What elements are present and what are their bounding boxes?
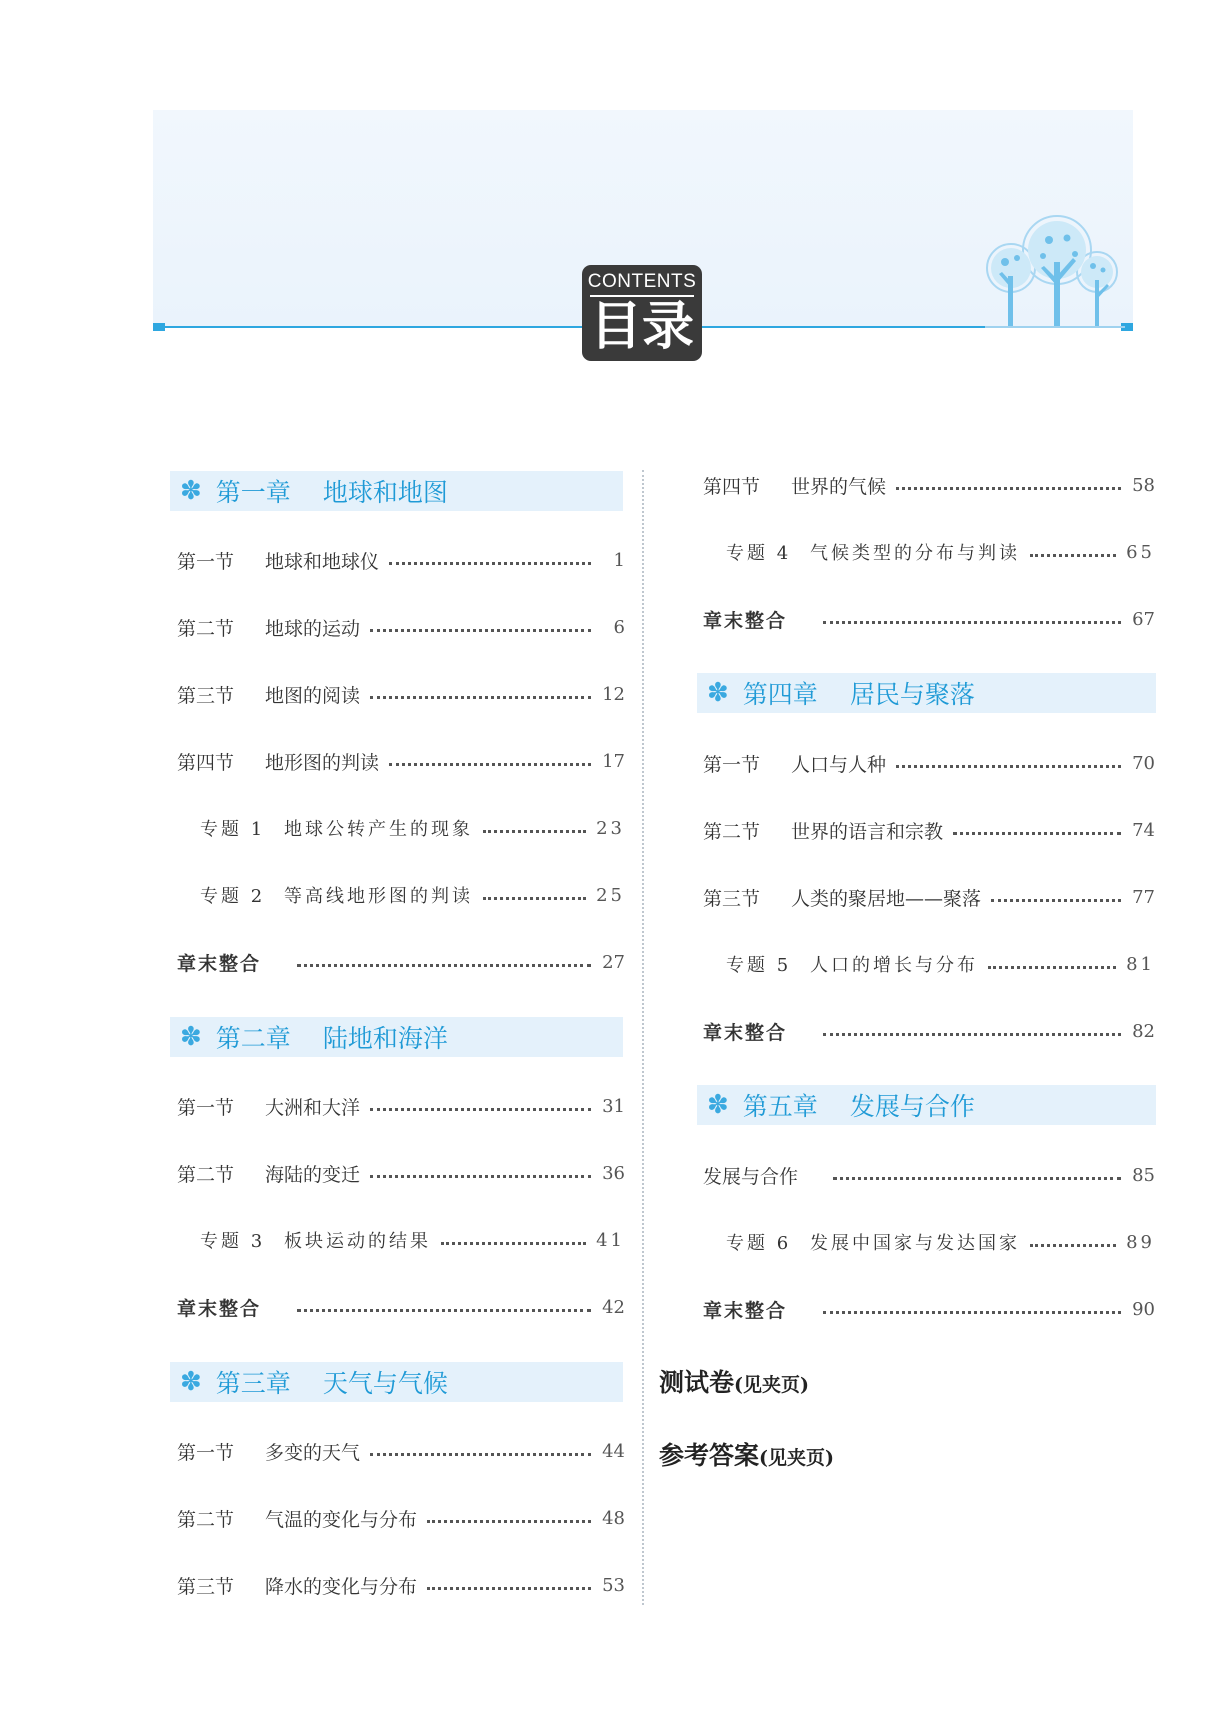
entry-page: 58 bbox=[1132, 474, 1155, 496]
entry-page: 53 bbox=[602, 1574, 625, 1596]
toc-entry[interactable] bbox=[703, 815, 1155, 845]
dot-leader bbox=[370, 629, 591, 632]
entry-title: 气候类型的分布与判读 bbox=[810, 543, 1020, 564]
entry-page: 42 bbox=[602, 1296, 625, 1318]
dot-leader bbox=[427, 1587, 591, 1590]
chapter-heading[interactable] bbox=[170, 1017, 623, 1057]
entry-section: 专题 2 bbox=[200, 886, 266, 907]
dot-leader bbox=[370, 696, 591, 699]
entry-page: 41 bbox=[596, 1229, 625, 1251]
toc-entry-topic[interactable] bbox=[200, 880, 625, 910]
entry-section: 第二节 bbox=[177, 1508, 235, 1531]
entry-section: 发展与合作 bbox=[703, 1165, 799, 1188]
chapter-heading[interactable] bbox=[170, 1362, 623, 1402]
dot-leader bbox=[896, 765, 1121, 768]
dot-leader bbox=[389, 562, 591, 565]
entry-section: 章末整合 bbox=[177, 952, 262, 975]
chapter-title: 发展与合作 bbox=[849, 1092, 975, 1121]
extra-note: (见夹页) bbox=[759, 1447, 834, 1469]
entry-page: 6 bbox=[613, 616, 625, 638]
entry-section: 章末整合 bbox=[703, 609, 788, 632]
entry-section: 第一节 bbox=[177, 1096, 235, 1119]
entry-title: 人口的增长与分布 bbox=[810, 955, 978, 976]
answers-link[interactable] bbox=[659, 1436, 834, 1472]
entry-section: 第三节 bbox=[703, 887, 761, 910]
toc-entry[interactable] bbox=[177, 746, 625, 776]
entry-page: 81 bbox=[1126, 953, 1155, 975]
entry-section: 专题 5 bbox=[726, 955, 792, 976]
toc-entry-summary[interactable] bbox=[703, 1294, 1155, 1324]
dot-leader bbox=[370, 1175, 591, 1178]
toc-entry-summary[interactable] bbox=[703, 604, 1155, 634]
entry-section: 专题 4 bbox=[726, 543, 792, 564]
entry-section: 章末整合 bbox=[177, 1297, 262, 1320]
toc-entry-topic[interactable] bbox=[726, 1227, 1155, 1257]
extra-title: 测试卷 bbox=[659, 1368, 735, 1397]
entry-page: 67 bbox=[1132, 608, 1155, 630]
entry-section: 第二节 bbox=[703, 820, 761, 843]
toc-entry[interactable] bbox=[177, 545, 625, 575]
dot-leader bbox=[389, 763, 591, 766]
entry-title: 气温的变化与分布 bbox=[265, 1508, 418, 1531]
contents-badge bbox=[582, 265, 702, 361]
dot-leader bbox=[297, 964, 591, 967]
entry-title: 世界的气候 bbox=[791, 475, 887, 498]
chapter-number: 第三章 bbox=[215, 1369, 291, 1398]
entry-page: 44 bbox=[602, 1440, 625, 1462]
dot-leader bbox=[483, 830, 586, 833]
dot-leader bbox=[1030, 1244, 1116, 1247]
dot-leader bbox=[441, 1242, 586, 1245]
column-divider bbox=[642, 470, 644, 1605]
entry-title: 人口与人种 bbox=[791, 753, 887, 776]
entry-page: 82 bbox=[1132, 1020, 1155, 1042]
entry-page: 85 bbox=[1132, 1164, 1155, 1186]
entry-title: 世界的语言和宗教 bbox=[791, 820, 944, 843]
dot-leader bbox=[833, 1177, 1121, 1180]
toc-entry-topic[interactable] bbox=[726, 537, 1155, 567]
entry-page: 1 bbox=[613, 549, 625, 571]
dot-leader bbox=[1030, 554, 1116, 557]
toc-entry-summary[interactable] bbox=[703, 1016, 1155, 1046]
toc-entry[interactable] bbox=[703, 1160, 1155, 1190]
dot-leader bbox=[991, 899, 1121, 902]
entry-page: 25 bbox=[596, 884, 625, 906]
flower-icon: ✽ bbox=[180, 1022, 202, 1052]
chapter-title: 陆地和海洋 bbox=[322, 1024, 448, 1053]
extra-title: 参考答案 bbox=[659, 1441, 760, 1470]
flower-icon: ✽ bbox=[180, 476, 202, 506]
dot-leader bbox=[823, 621, 1121, 624]
entry-title: 地形图的判读 bbox=[265, 751, 380, 774]
entry-title: 地球的运动 bbox=[265, 617, 361, 640]
entry-title: 发展中国家与发达国家 bbox=[810, 1233, 1020, 1254]
toc-entry[interactable] bbox=[177, 612, 625, 642]
chapter-number: 第四章 bbox=[742, 680, 818, 709]
entry-section: 第四节 bbox=[703, 475, 761, 498]
flower-icon: ✽ bbox=[707, 678, 729, 708]
toc-entry[interactable] bbox=[177, 679, 625, 709]
entry-page: 17 bbox=[602, 750, 625, 772]
entry-page: 77 bbox=[1132, 886, 1155, 908]
chapter-title: 天气与气候 bbox=[322, 1369, 448, 1398]
entry-page: 70 bbox=[1132, 752, 1155, 774]
chapter-heading[interactable] bbox=[170, 471, 623, 511]
dot-leader bbox=[370, 1108, 591, 1111]
entry-section: 第四节 bbox=[177, 751, 235, 774]
dot-leader bbox=[297, 1309, 591, 1312]
dot-leader bbox=[896, 487, 1121, 490]
entry-section: 第三节 bbox=[177, 1575, 235, 1598]
chapter-number: 第二章 bbox=[215, 1024, 291, 1053]
toc-entry-summary[interactable] bbox=[177, 947, 625, 977]
flower-icon: ✽ bbox=[707, 1090, 729, 1120]
toc-entry[interactable] bbox=[177, 1091, 625, 1121]
entry-section: 第三节 bbox=[177, 684, 235, 707]
chapter-title: 地球和地图 bbox=[322, 478, 448, 507]
entry-title: 降水的变化与分布 bbox=[265, 1575, 418, 1598]
entry-title: 人类的聚居地——聚落 bbox=[791, 887, 982, 910]
entry-page: 90 bbox=[1132, 1298, 1155, 1320]
entry-page: 27 bbox=[602, 951, 625, 973]
entry-title: 地图的阅读 bbox=[265, 684, 361, 707]
entry-section: 章末整合 bbox=[703, 1021, 788, 1044]
entry-section: 章末整合 bbox=[703, 1299, 788, 1322]
toc-entry-topic[interactable] bbox=[200, 1225, 625, 1255]
toc-entry-topic[interactable] bbox=[726, 949, 1155, 979]
toc-entry[interactable] bbox=[177, 1503, 625, 1533]
entry-section: 第一节 bbox=[177, 550, 235, 573]
dot-leader bbox=[953, 832, 1121, 835]
rule-cap-left bbox=[153, 323, 165, 331]
entry-section: 第二节 bbox=[177, 617, 235, 640]
chapter-number: 第五章 bbox=[742, 1092, 818, 1121]
toc-entry[interactable] bbox=[177, 1570, 625, 1600]
toc-entry[interactable] bbox=[703, 748, 1155, 778]
chapter-title: 居民与聚落 bbox=[849, 680, 975, 709]
entry-section: 第二节 bbox=[177, 1163, 235, 1186]
contents-label-en: CONTENTS bbox=[587, 271, 697, 292]
entry-title: 海陆的变迁 bbox=[265, 1163, 361, 1186]
extra-note: (见夹页) bbox=[734, 1374, 809, 1396]
entry-title: 等高线地形图的判读 bbox=[284, 886, 473, 907]
entry-title: 地球公转产生的现象 bbox=[284, 819, 473, 840]
entry-page: 36 bbox=[602, 1162, 625, 1184]
entry-page: 23 bbox=[596, 817, 625, 839]
chapter-number: 第一章 bbox=[215, 478, 291, 507]
dot-leader bbox=[370, 1453, 591, 1456]
contents-label-zh: 目录 bbox=[589, 297, 694, 357]
entry-page: 65 bbox=[1126, 541, 1155, 563]
entry-section: 专题 1 bbox=[200, 819, 266, 840]
flower-icon: ✽ bbox=[180, 1367, 202, 1397]
dot-leader bbox=[483, 897, 586, 900]
dot-leader bbox=[823, 1033, 1121, 1036]
entry-page: 48 bbox=[602, 1507, 625, 1529]
entry-page: 12 bbox=[602, 683, 625, 705]
dot-leader bbox=[823, 1311, 1121, 1314]
entry-section: 第一节 bbox=[177, 1441, 235, 1464]
entry-title: 多变的天气 bbox=[265, 1441, 361, 1464]
entry-section: 第一节 bbox=[703, 753, 761, 776]
entry-page: 74 bbox=[1132, 819, 1155, 841]
entry-section: 专题 6 bbox=[726, 1233, 792, 1254]
entry-page: 31 bbox=[602, 1095, 625, 1117]
toc-entry[interactable] bbox=[703, 470, 1155, 500]
dot-leader bbox=[988, 966, 1116, 969]
chapter-heading[interactable] bbox=[697, 1085, 1156, 1125]
toc-entry[interactable] bbox=[177, 1436, 625, 1466]
entry-section: 专题 3 bbox=[200, 1231, 266, 1252]
chapter-heading[interactable] bbox=[697, 673, 1156, 713]
trees-decoration-icon bbox=[985, 210, 1125, 328]
toc-entry[interactable] bbox=[177, 1158, 625, 1188]
entry-title: 地球和地球仪 bbox=[265, 550, 380, 573]
entry-title: 板块运动的结果 bbox=[284, 1231, 431, 1252]
toc-entry-summary[interactable] bbox=[177, 1292, 625, 1322]
entry-title: 大洲和大洋 bbox=[265, 1096, 361, 1119]
test-paper-link[interactable] bbox=[659, 1363, 809, 1399]
toc-entry[interactable] bbox=[703, 882, 1155, 912]
toc-entry-topic[interactable] bbox=[200, 813, 625, 843]
entry-page: 89 bbox=[1126, 1231, 1155, 1253]
dot-leader bbox=[427, 1520, 591, 1523]
